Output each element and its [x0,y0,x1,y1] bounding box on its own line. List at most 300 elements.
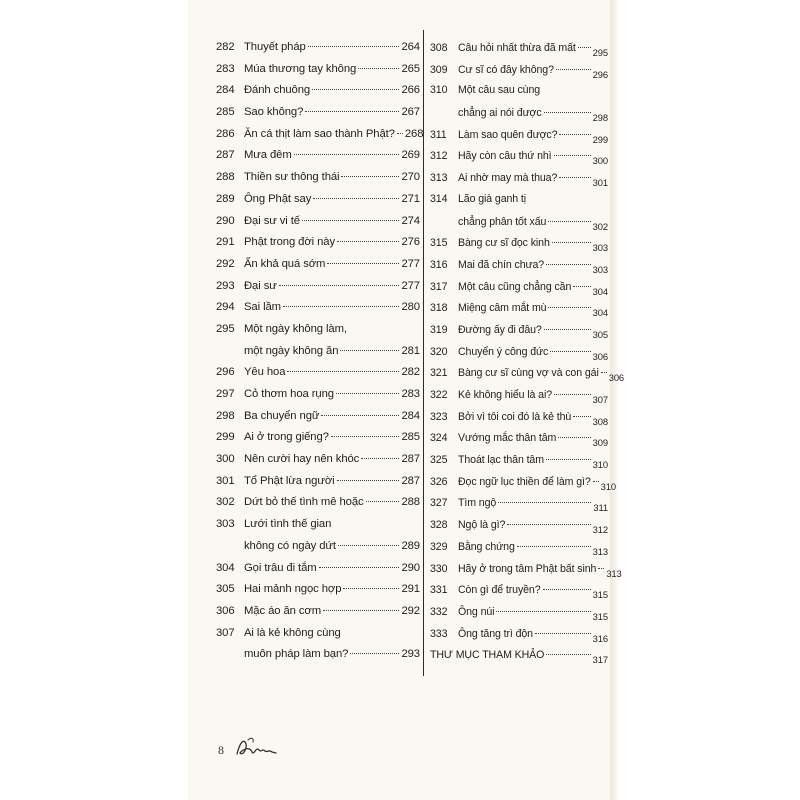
entry-number: 328 [430,519,448,532]
toc-entry [430,579,608,601]
entry-number: 292 [216,257,235,270]
toc-entry [430,536,608,558]
dot-leader [302,220,399,221]
toc-entry [216,384,420,406]
entry-title: Yêu hoa [244,366,286,379]
entry-number: 296 [216,366,235,379]
entry-number: 305 [216,583,235,596]
entry-page-number: 302 [592,220,608,232]
page-edge [610,0,620,800]
toc-entry [216,167,420,189]
entry-page-number: 290 [401,561,420,574]
entry-number: 298 [216,409,235,422]
toc-line [430,189,608,211]
toc-line [430,427,608,449]
page-number: 8 [218,743,224,757]
toc-entry [430,406,608,428]
toc-line [430,579,608,601]
toc-line [216,601,420,623]
entry-number: 331 [430,584,448,597]
entry-page-number: 311 [593,502,608,514]
entry-page-number: 306 [608,372,625,384]
entry-title: Còn gì để truyền? [458,584,541,597]
entry-number: 330 [430,562,448,575]
dot-leader [601,372,607,373]
entry-page-number: 265 [401,62,420,75]
toc-entry [430,601,608,623]
entry-number: 300 [216,453,235,466]
entry-title: Tổ Phật lừa người [244,474,335,487]
entry-title: không có ngày dứt [244,539,336,552]
toc-line [216,492,420,514]
toc-line [216,145,420,167]
dot-leader [598,568,604,569]
entry-number: 317 [430,280,448,293]
entry-page-number: 277 [401,257,420,270]
entry-title: Đường ấy đi đâu? [458,323,542,336]
toc-line [430,601,608,623]
toc-entry [216,319,420,362]
entry-page-number: 274 [401,214,420,227]
toc-line [216,644,420,666]
toc-entry [216,189,420,211]
toc-line [216,297,420,319]
entry-title: Vướng mắc thân tâm [458,432,557,445]
toc-line [430,37,608,59]
toc-entry [216,254,420,276]
entry-page-number: 264 [401,41,420,53]
dot-leader [593,481,599,482]
dot-leader [308,46,400,47]
entry-number: 293 [216,279,235,292]
toc-entry [430,297,608,319]
toc-line [430,145,608,167]
entry-page-number: 304 [592,307,608,319]
dot-leader [366,501,400,502]
toc-entry [216,471,420,493]
dot-leader [496,611,590,612]
entry-page-number: 285 [401,431,420,444]
toc-line [216,319,420,341]
entry-page-number: 301 [592,177,608,189]
entry-number: 314 [430,192,448,205]
entry-title: Ai là kẻ không cùng [244,626,341,639]
toc-entry [216,80,420,102]
dot-leader [548,307,590,308]
toc-line [430,59,608,81]
toc-entry [430,167,608,189]
toc-entry [430,189,608,232]
entry-page-number: 270 [401,171,420,184]
dot-leader [283,306,399,307]
toc-line [216,80,420,102]
entry-title: Múa thương tay không [244,62,357,75]
entry-number: 316 [430,258,448,271]
dot-leader [507,524,590,525]
entry-page-number: 312 [592,524,608,536]
toc-line [216,579,420,601]
toc-entry [430,232,608,254]
dot-leader [498,502,591,503]
handwritten-signature [234,734,278,760]
entry-page-number: 315 [592,610,608,622]
toc-line [430,644,608,666]
entry-page-number: 287 [401,453,420,466]
entry-page-number: 291 [401,583,420,596]
entry-number: 315 [430,237,448,250]
entry-title: chẳng phân tốt xấu [458,215,547,228]
toc-line [430,514,608,536]
entry-number: 303 [216,518,235,531]
entry-page-number: 266 [401,84,420,97]
entry-title: Làm sao quên được? [458,128,558,141]
toc-entry [216,211,420,233]
entry-title: Hãy còn câu thứ nhì [458,150,552,163]
dot-leader [546,654,590,655]
toc-entry [430,623,608,645]
entry-title: Cỏ thơm hoa rụng [244,388,334,400]
entry-number: 327 [430,497,448,510]
entry-title: Ai nhờ may mà thua? [458,172,558,185]
dot-leader [279,285,400,286]
entry-number: 308 [430,42,448,54]
entry-title: Lưới tình thế gian [244,518,332,531]
toc-line [430,124,608,146]
entry-page-number: 308 [592,415,608,427]
entry-title: Bởi vì tôi coi đó là kẻ thù [458,410,572,423]
toc-entry [216,406,420,428]
dot-leader [336,393,399,394]
toc-left-column [216,37,424,666]
dot-leader [340,350,399,351]
dot-leader [305,111,399,112]
entry-title: chẳng ai nói được [458,107,542,120]
entry-title: muôn pháp làm bạn? [244,648,349,661]
dot-leader [313,198,399,199]
toc-line [216,254,420,276]
toc-entry [430,558,622,580]
entry-page-number: 313 [606,567,622,579]
entry-title: Ấn khả quá sớm [244,257,326,270]
entry-title: Một ngày không làm, [244,322,347,335]
toc-line [430,536,608,558]
entry-number: 324 [430,432,448,445]
dot-leader [548,221,590,222]
toc-line [216,536,420,558]
entry-title: Ăn cá thịt làm sao thành Phật? [244,127,395,140]
dot-leader [358,68,399,69]
entry-page-number: 305 [592,328,608,340]
entry-title: Đại sư [244,279,277,292]
entry-title: Thuyết pháp [244,41,306,53]
entry-title: Ba chuyển ngữ [244,409,320,422]
toc-entry [216,558,420,580]
toc-line [430,406,608,428]
toc-entry [430,37,608,59]
dot-leader [558,437,590,438]
entry-title: Ngộ là gì? [458,519,506,532]
entry-title: Mặc áo ăn cơm [244,604,322,617]
entry-number: 301 [216,474,235,487]
entry-number: 290 [216,214,235,227]
entry-number: 304 [216,561,235,574]
entry-title: Ông núi [458,605,495,618]
entry-number: 321 [430,367,448,380]
dot-leader [321,415,399,416]
entry-number: 326 [430,475,448,488]
toc-line [430,558,622,580]
entry-number: 322 [430,389,448,401]
dot-leader [573,286,590,287]
entry-title: Câu hỏi nhất thừa đã mất [458,42,576,54]
entry-title: Sao không? [244,106,304,119]
toc-entry [430,276,608,298]
toc-line [216,406,420,428]
toc-entry [430,319,608,341]
dot-leader [554,394,591,395]
entry-page-number: 310 [600,480,617,492]
entry-page-number: 292 [401,604,420,617]
toc-line [430,254,608,276]
entry-number: 291 [216,236,235,249]
toc-right-column [430,37,625,666]
dot-leader [361,458,399,459]
entry-page-number: 316 [592,632,608,644]
entry-page-number: 310 [592,459,608,471]
dot-leader [546,459,591,460]
toc-entry [430,145,608,167]
entry-number: 288 [216,171,235,184]
entry-number: 289 [216,192,235,205]
entry-title: Cư sĩ có đây không? [458,63,554,76]
toc-entry [216,492,420,514]
dot-leader [546,264,591,265]
entry-page-number: 281 [401,344,420,357]
entry-page-number: 288 [401,496,420,509]
toc-entry [216,362,420,384]
entry-number: 311 [430,128,447,141]
entry-title: Mai đã chín chưa? [458,258,545,271]
entry-page-number: 303 [592,263,608,275]
entry-title: Hãy ở trong tâm Phật bất sinh [458,562,597,575]
toc-line [430,211,608,233]
entry-number: 323 [430,410,448,423]
entry-number: 285 [216,106,235,119]
entry-title: Chuyển ý công đức [458,345,549,358]
toc-entry [430,124,608,146]
toc-line [430,232,608,254]
entry-number: 284 [216,84,235,97]
entry-title: Lão già ganh tị [458,192,527,205]
toc-line [216,37,420,59]
dot-leader [323,610,399,611]
toc-line [216,167,420,189]
toc-line [216,341,420,363]
entry-number: 306 [216,604,235,617]
toc-line [430,623,608,645]
entry-title: Hai mảnh ngọc hợp [244,583,342,596]
toc-entry [216,623,420,666]
toc-line [216,514,420,536]
dot-leader [341,176,399,177]
toc-entry [216,579,420,601]
toc-line [216,276,420,298]
toc-entry [216,276,420,298]
toc-entry [216,297,420,319]
entry-page-number: 282 [401,366,420,379]
dot-leader [543,589,591,590]
toc-entry [430,471,617,493]
entry-page-number: 280 [401,301,420,314]
entry-page-number: 303 [592,242,608,254]
entry-page-number: 315 [592,589,608,601]
entry-title: Phật trong đời này [244,236,336,249]
entry-number: 310 [430,84,448,97]
toc-line [430,297,608,319]
toc-entry [430,362,625,384]
toc-entry [216,427,420,449]
entry-title: Nên cười hay nên khóc [244,453,360,466]
entry-title: Mưa đêm [244,149,292,162]
toc-line [216,623,420,645]
entry-page-number: 284 [401,409,420,422]
dot-leader [337,480,400,481]
dot-leader [397,133,403,134]
toc-line [216,232,420,254]
entry-page-number: 276 [401,236,420,249]
entry-title: Bàng cư sĩ đọc kinh [458,237,550,250]
toc-line [430,80,608,102]
entry-title: Tìm ngộ [458,497,497,510]
toc-entry [430,341,608,363]
entry-title: Bàng cư sĩ cùng vợ và con gái [458,367,599,380]
entry-title: Đại sư vi tế [244,214,300,227]
entry-page-number: 298 [592,112,608,124]
entry-title: một ngày không ăn [244,344,339,357]
entry-page-number: 283 [401,388,420,400]
toc-entry [216,232,420,254]
toc-line [430,102,608,124]
entry-number: 333 [430,627,448,640]
toc-line [430,384,608,406]
toc-entry [430,427,608,449]
toc-line [430,319,608,341]
entry-number: 313 [430,172,448,185]
entry-number: 302 [216,496,235,509]
toc-entry [430,80,608,123]
entry-page-number: 313 [592,545,608,557]
toc-line [216,102,420,124]
toc-entry [216,514,420,557]
entry-page-number: 293 [401,648,420,661]
entry-title: Ông tăng trì độn [458,627,533,640]
toc-line [216,59,420,81]
entry-page-number: 309 [592,437,608,449]
toc-entry-bibliography [430,644,608,666]
entry-number: 286 [216,127,235,140]
entry-page-number: 304 [592,285,608,297]
toc-entry [430,492,608,514]
dot-leader [517,546,591,547]
entry-number: 299 [216,431,235,444]
entry-page-number: 299 [592,133,608,145]
dot-leader [319,567,400,568]
toc-line [430,276,608,298]
entry-title: Một câu cũng chẳng cần [458,280,572,293]
dot-leader [337,241,399,242]
dot-leader [338,545,400,546]
entry-page-number: 287 [401,474,420,487]
dot-leader [312,89,399,90]
toc-line [216,471,420,493]
entry-number: 319 [430,323,448,336]
toc-entry [430,514,608,536]
entry-page-number: 269 [401,149,420,162]
entry-number: 329 [430,540,448,553]
toc-entry [430,449,608,471]
entry-number: 309 [430,63,448,76]
entry-title: Đọc ngữ lục thiền để làm gì? [458,475,591,488]
entry-title: Ông Phật say [244,192,312,205]
entry-page-number: 268 [404,127,424,140]
toc-line [216,427,420,449]
entry-number: 294 [216,301,235,314]
dot-leader [350,653,399,654]
entry-number: 318 [430,302,448,315]
dot-leader [573,416,590,417]
entry-page-number: 267 [401,106,420,119]
entry-title: Miệng câm mắt mù [458,302,547,315]
toc-line [430,471,617,493]
entry-page-number: 307 [592,394,608,405]
entry-number: 307 [216,626,235,639]
dot-leader [327,263,399,264]
dot-leader [578,47,591,48]
toc-line [430,341,608,363]
toc-entry [216,601,420,623]
dot-leader [544,329,591,330]
toc-line [216,211,420,233]
entry-number: 320 [430,345,448,358]
entry-page-number: 271 [401,192,420,205]
entry-page-number: 306 [592,350,608,362]
entry-number: 282 [216,41,235,53]
dot-leader [331,436,400,437]
entry-page-number: 300 [592,155,608,167]
entry-page-number: 289 [401,539,420,552]
entry-title: Dứt bỏ thế tình mê hoặc [244,496,364,509]
entry-title: Đánh chuông [244,84,311,97]
toc-entry [216,37,420,59]
dot-leader [287,371,399,372]
dot-leader [559,177,590,178]
dot-leader [559,134,590,135]
dot-leader [552,242,591,243]
toc-line [216,189,420,211]
entry-number: 332 [430,605,448,618]
entry-number: 283 [216,62,235,75]
dot-leader [556,69,591,70]
toc-line [216,362,420,384]
toc-line [216,449,420,471]
entry-number: 287 [216,149,235,162]
toc-entry [216,124,424,146]
toc-line [430,449,608,471]
dot-leader [294,154,400,155]
toc-line [216,558,420,580]
entry-title: Gọi trâu đi tắm [244,561,317,574]
toc-entry [430,59,608,81]
